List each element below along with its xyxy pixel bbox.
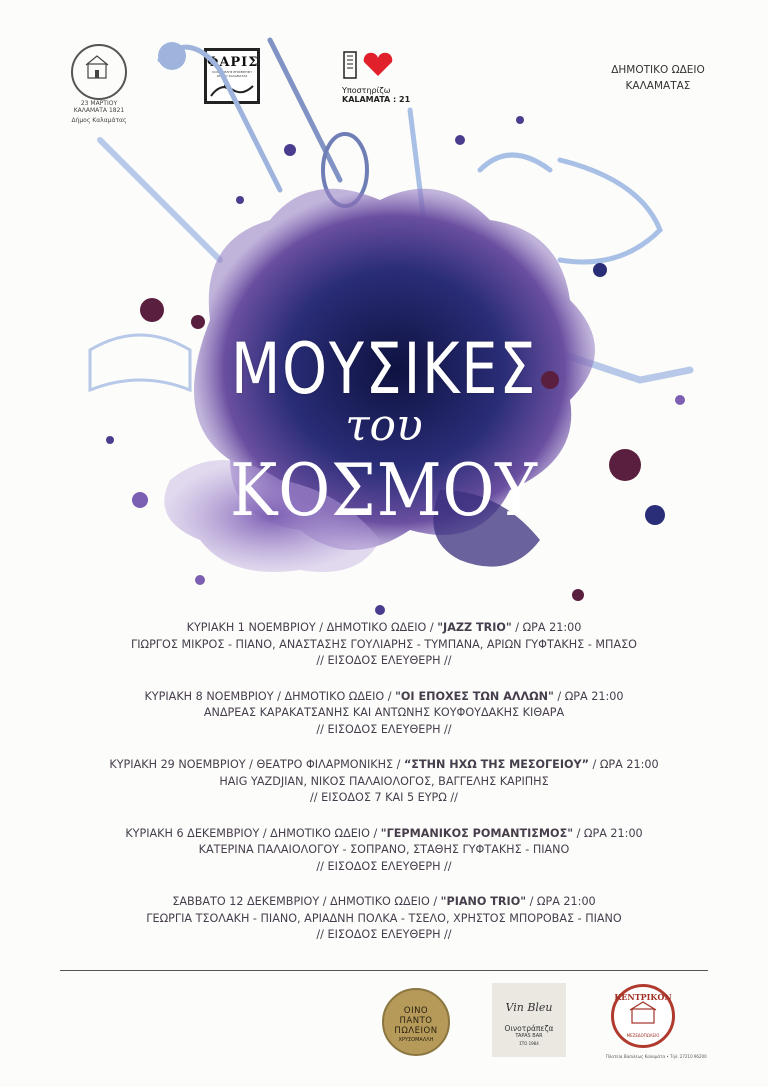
seal-city: ΚΑΛΑΜΑΤΑ 1821 bbox=[73, 107, 125, 114]
concert-heading: ΚΥΡΙΑΚΗ 29 ΝΟΕΜΒΡΙΟΥ / ΘΕΑΤΡΟ ΦΙΛΑΡΜΟΝΙΚΗΣ / “ΣΤΗΝ ΗΧΩ ΤΗΣ ΜΕΣΟΓΕΙΟΥ” / ΩΡΑ 21:00 bbox=[109, 758, 659, 771]
concert-title: “ΣΤΗΝ ΗΧΩ ΤΗΣ ΜΕΣΟΓΕΙΟΥ” bbox=[403, 758, 589, 771]
concert-performers: ΓΕΩΡΓΙΑ ΤΣΟΛΑΚΗ - ΠΙΑΝΟ, ΑΡΙΑΔΝΗ ΠΟΛΚΑ - ΤΣΕΛΟ, ΧΡΗΣΤΟΣ ΜΠΟΡΟΒΑΣ - ΠΙΑΝΟ bbox=[146, 911, 622, 925]
concert-heading: ΚΥΡΙΑΚΗ 8 ΝΟΕΜΒΡΙΟΥ / ΔΗΜΟΤΙΚΟ ΩΔΕΙΟ / "ΟΙ ΕΠΟΧΕΣ ΤΩΝ ΑΛΛΩΝ" / ΩΡΑ 21:00 bbox=[144, 689, 624, 703]
vin-line3: ΣΤΟ 1984 bbox=[519, 1041, 539, 1046]
footer-divider bbox=[60, 970, 708, 971]
title-line-2: του bbox=[345, 400, 423, 451]
concert-performers: ΓΙΩΡΓΟΣ ΜΙΚΡΟΣ - ΠΙΑΝΟ, ΑΝΑΣΤΑΣΗΣ ΓΟΥΛΙΑΡΗΣ - ΤΥΜΠΑΝΑ, ΑΡΙΩΝ ΓΥΦΤΑΚΗΣ - ΜΠΑΣΟ bbox=[130, 637, 637, 651]
concert-entry: // ΕΙΣΟΔΟΣ 7 ΚΑΙ 5 ΕΥΡΩ // bbox=[310, 791, 458, 804]
concert-item bbox=[0, 894, 768, 944]
concert-performers: HAIG YAZDJIAN, ΝΙΚΟΣ ΠΑΛΑΙΟΛΟΓΟΣ, ΒΑΓΓΕΛΗΣ ΚΑΡΙΠΗΣ bbox=[219, 774, 549, 788]
vin-line1: Οινοτράπεζα bbox=[504, 1024, 554, 1033]
dimos-caption: Δήμος Καλαμάτας bbox=[71, 117, 127, 124]
odeio-line1: ΔΗΜΟΤΙΚΟ ΩΔΕΙΟ bbox=[611, 64, 705, 76]
concert-title: "JAZZ TRIO" bbox=[437, 621, 512, 634]
concert-entry: // ΕΙΣΟΔΟΣ ΕΛΕΥΘΕΡΗ // bbox=[316, 654, 452, 667]
concert-heading: ΚΥΡΙΑΚΗ 1 ΝΟΕΜΒΡΙΟΥ / ΔΗΜΟΤΙΚΟ ΩΔΕΙΟ / "JAZZ TRIO" / ΩΡΑ 21:00 bbox=[186, 621, 582, 634]
seal-text: 23 ΜΑΡΤΙΟΥ bbox=[80, 100, 118, 107]
concert-performers: ΑΝΔΡΕΑΣ ΚΑΡΑΚΑΤΣΑΝΗΣ ΚΑΙ ΑΝΤΩΝΗΣ ΚΟΥΦΟΥΔΑΚΗΣ ΚΙΘΑΡΑ bbox=[203, 706, 565, 719]
concert-entry: // ΕΙΣΟΔΟΣ ΕΛΕΥΘΕΡΗ // bbox=[316, 722, 452, 736]
concert-title: "ΟΙ ΕΠΟΧΕΣ ΤΩΝ ΑΛΛΩΝ" bbox=[395, 689, 554, 703]
kentrikon-sub: ΜΕΖΕΔΟΠΩΛΕΙΟ bbox=[626, 1033, 660, 1038]
concert-item bbox=[0, 826, 768, 876]
title-line-1: ΜΟΥΣΙΚΕΣ bbox=[230, 328, 538, 410]
sponsor-oinopantopoleion-logo bbox=[382, 988, 450, 1056]
concert-entry: // ΕΙΣΟΔΟΣ ΕΛΕΥΘΕΡΗ // bbox=[316, 928, 452, 941]
vin-script: Vin Bleu bbox=[505, 1001, 553, 1014]
concert-item bbox=[0, 689, 768, 739]
concert-item bbox=[0, 620, 768, 670]
concert-performers: ΚΑΤΕΡΙΝΑ ΠΑΛΑΙΟΛΟΓΟΥ - ΣΟΠΡΑΝΟ, ΣΤΑΘΗΣ ΓΥΦΤΑΚΗΣ - ΠΙΑΝΟ bbox=[198, 843, 570, 856]
sponsor-kentrikon-logo bbox=[606, 984, 707, 1059]
kalamata21-line2: KALAMATA : 21 bbox=[342, 95, 411, 104]
oino-text: ΟΙΝΟ ΠΑΝΤΟ ΠΩΛΕΙΟΝ bbox=[394, 1006, 438, 1036]
faris-subtitle: ΚΟΙΝΩΦΕΛΗΣ ΕΠΙΧΕΙΡΗΣΗ ΔΗΜΟΥ ΚΑΛΑΜΑΤΑΣ bbox=[212, 70, 252, 78]
sponsor-vin-bleu-logo bbox=[492, 983, 566, 1057]
odeio-line2: ΚΑΛΑΜΑΤΑΣ bbox=[625, 80, 691, 92]
concert-entry: // ΕΙΣΟΔΟΣ ΕΛΕΥΘΕΡΗ // bbox=[316, 859, 452, 873]
title-line-3: ΚΟΣΜΟΥ bbox=[229, 448, 538, 532]
concert-heading: ΚΥΡΙΑΚΗ 6 ΔΕΚΕΜΒΡΙΟΥ / ΔΗΜΟΤΙΚΟ ΩΔΕΙΟ / "ΓΕΡΜΑΝΙΚΟΣ ΡΟΜΑΝΤΙΣΜΟΣ" / ΩΡΑ 21:00 bbox=[125, 826, 643, 840]
concert-program bbox=[0, 620, 768, 963]
concert-item bbox=[0, 757, 768, 807]
oino-subtext: ΧΡΥΣΟΜΑΛΛΗ bbox=[398, 1037, 434, 1043]
concert-title: "ΓΕΡΜΑΝΙΚΟΣ ΡΟΜΑΝΤΙΣΜΟΣ" bbox=[380, 826, 574, 840]
kentrikon-seal-icon bbox=[611, 984, 675, 1048]
kentrikon-address: Πλατεία Βασιλεως Καλαμάτα • Τηλ. 27210 96200 bbox=[606, 1054, 707, 1059]
concert-title: "PIANO TRIO" bbox=[440, 895, 527, 908]
concert-heading: ΣΑΒΒΑΤΟ 12 ΔΕΚΕΜΒΡΙΟΥ / ΔΗΜΟΤΙΚΟ ΩΔΕΙΟ / "PIANO TRIO" / ΩΡΑ 21:00 bbox=[172, 895, 596, 908]
vin-line2: TAPAS BAR bbox=[515, 1033, 543, 1039]
kentrikon-name: ΚΕΝΤΡΙΚΟΝ bbox=[614, 992, 672, 1002]
faris-title: ΦΑΡΙΣ bbox=[207, 55, 259, 70]
kalamata21-line1: Υποστηρίζω bbox=[342, 86, 391, 95]
